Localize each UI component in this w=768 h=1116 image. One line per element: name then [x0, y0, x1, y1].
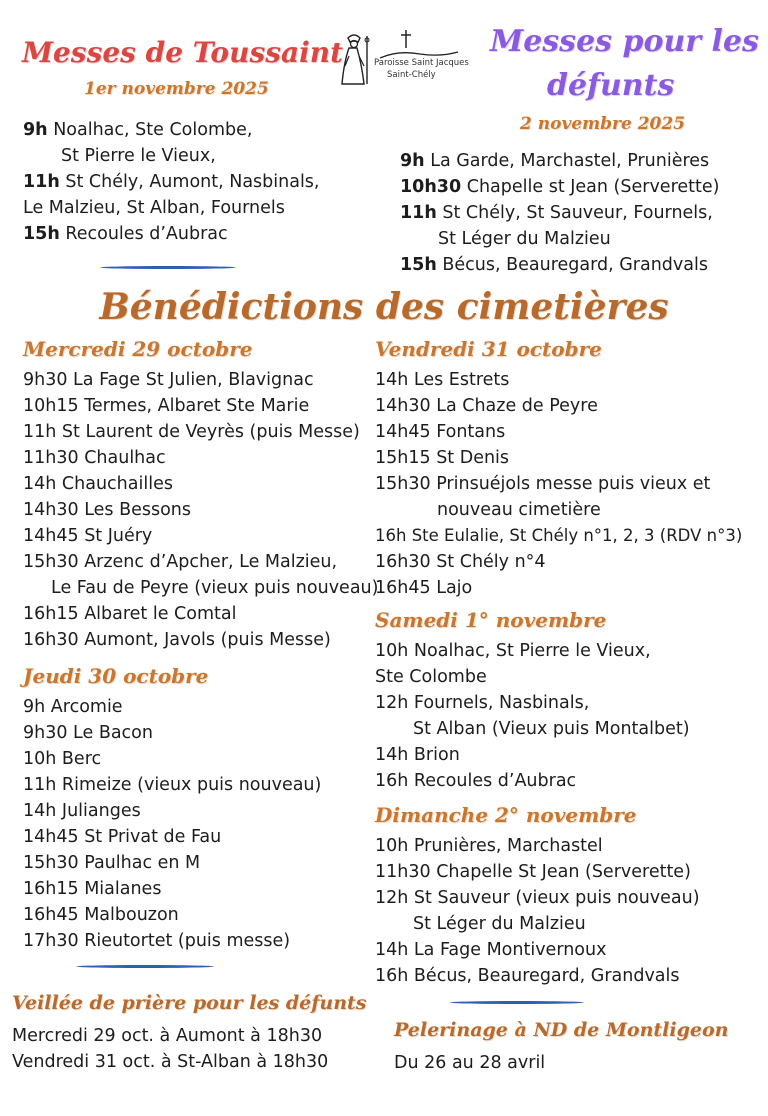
logo-parish-name: Paroisse Saint Jacques	[374, 58, 469, 68]
list-item: 16h30 Aumont, Javols (puis Messe)	[23, 630, 331, 650]
list-item: 9h30 La Fage St Julien, Blavignac	[23, 370, 314, 390]
dimanche-heading: Dimanche 2° novembre	[375, 803, 637, 827]
list-item: nouveau cimetière	[437, 500, 601, 520]
divider-swoosh	[450, 1001, 584, 1004]
list-item: 15h30 Paulhac en M	[23, 853, 201, 873]
toussaint-line: Le Malzieu, St Alban, Fournels	[23, 198, 285, 218]
list-item: 16h15 Mialanes	[23, 879, 162, 899]
list-item: 9h30 Le Bacon	[23, 723, 153, 743]
defunts-line: 9h La Garde, Marchastel, Prunières	[400, 151, 710, 171]
list-item: St Alban (Vieux puis Montalbet)	[413, 719, 690, 739]
list-item: 16h15 Albaret le Comtal	[23, 604, 237, 624]
list-item: 12h Fournels, Nasbinals,	[375, 693, 590, 713]
list-item: 14h Julianges	[23, 801, 141, 821]
vendredi-list	[375, 367, 742, 601]
toussaint-date: 1er novembre 2025	[84, 79, 269, 99]
pelerinage-title: Pelerinage à ND de Montligeon	[394, 1019, 729, 1041]
defunts-line: 15h Bécus, Beauregard, Grandvals	[400, 255, 708, 275]
benedictions-title: Bénédictions des cimetières	[99, 286, 669, 328]
mercredi-list	[23, 367, 378, 653]
jeudi-heading: Jeudi 30 octobre	[23, 664, 209, 688]
list-item: 16h Bécus, Beauregard, Grandvals	[375, 966, 680, 986]
list-item: 11h30 Chapelle St Jean (Serverette)	[375, 862, 691, 882]
defunts-date: 2 novembre 2025	[520, 114, 686, 134]
list-item: 15h15 St Denis	[375, 448, 510, 468]
pelerinage-dates: Du 26 au 28 avril	[394, 1053, 546, 1073]
defunts-line: 11h St Chély, St Sauveur, Fournels,	[400, 203, 713, 223]
samedi-heading: Samedi 1° novembre	[375, 608, 607, 632]
toussaint-line: 15h Recoules d’Aubrac	[23, 224, 228, 244]
defunts-title-line2: défunts	[547, 68, 675, 103]
list-item: 14h Les Estrets	[375, 370, 510, 390]
divider-swoosh	[76, 965, 214, 968]
vendredi-heading: Vendredi 31 octobre	[375, 337, 602, 361]
list-item: 14h Chauchailles	[23, 474, 173, 494]
mercredi-heading: Mercredi 29 octobre	[23, 337, 253, 361]
divider-swoosh	[100, 266, 236, 269]
defunts-line: St Léger du Malzieu	[438, 229, 611, 249]
defunts-line: 10h30 Chapelle st Jean (Serverette)	[400, 177, 720, 197]
toussaint-line: 11h St Chély, Aumont, Nasbinals,	[23, 172, 320, 192]
list-item: 14h45 St Juéry	[23, 526, 153, 546]
list-item: 11h Rimeize (vieux puis nouveau)	[23, 775, 322, 795]
list-item: 14h30 Les Bessons	[23, 500, 192, 520]
list-item: 11h St Laurent de Veyrès (puis Messe)	[23, 422, 360, 442]
list-item: Le Fau de Peyre (vieux puis nouveau)	[51, 578, 379, 598]
list-item: 16h30 St Chély n°4	[375, 552, 546, 572]
list-item: 14h La Fage Montivernoux	[375, 940, 607, 960]
list-item: 12h St Sauveur (vieux puis nouveau)	[375, 888, 700, 908]
veillee-title: Veillée de prière pour les défunts	[12, 992, 367, 1014]
list-item: 16h Ste Eulalie, St Chély n°1, 2, 3 (RDV n°3)	[375, 526, 743, 545]
list-item: 9h Arcomie	[23, 697, 123, 717]
veillee-list	[12, 1023, 328, 1075]
list-item: 10h15 Termes, Albaret Ste Marie	[23, 396, 310, 416]
list-item: 10h Prunières, Marchastel	[375, 836, 603, 856]
toussaint-schedule	[23, 117, 319, 247]
list-item: 16h45 Lajo	[375, 578, 473, 598]
jeudi-list	[23, 694, 321, 954]
list-item: 15h30 Arzenc d’Apcher, Le Malzieu,	[23, 552, 338, 572]
defunts-schedule	[400, 148, 719, 278]
list-item: 16h Recoules d’Aubrac	[375, 771, 577, 791]
list-item: 17h30 Rieutortet (puis messe)	[23, 931, 291, 951]
parish-logo	[334, 24, 469, 88]
toussaint-title: Messes de Toussaint	[22, 36, 344, 69]
toussaint-line: St Pierre le Vieux,	[61, 146, 216, 166]
list-item: 14h30 La Chaze de Peyre	[375, 396, 598, 416]
dimanche-list	[375, 833, 700, 989]
list-item: 10h Berc	[23, 749, 102, 769]
list-item: Mercredi 29 oct. à Aumont à 18h30	[12, 1026, 323, 1046]
list-item: 15h30 Prinsuéjols messe puis vieux et	[375, 474, 711, 494]
list-item: St Léger du Malzieu	[413, 914, 586, 934]
toussaint-line: 9h Noalhac, Ste Colombe,	[23, 120, 253, 140]
list-item: 14h45 St Privat de Fau	[23, 827, 222, 847]
list-item: 16h45 Malbouzon	[23, 905, 179, 925]
list-item: 14h45 Fontans	[375, 422, 506, 442]
list-item: 11h30 Chaulhac	[23, 448, 166, 468]
list-item: Vendredi 31 oct. à St-Alban à 18h30	[12, 1052, 329, 1072]
logo-town: Saint-Chély	[387, 70, 436, 80]
list-item: Ste Colombe	[375, 667, 487, 687]
defunts-title-line1: Messes pour les	[490, 24, 759, 59]
list-item: 14h Brion	[375, 745, 460, 765]
list-item: 10h Noalhac, St Pierre le Vieux,	[375, 641, 651, 661]
samedi-list	[375, 638, 690, 794]
